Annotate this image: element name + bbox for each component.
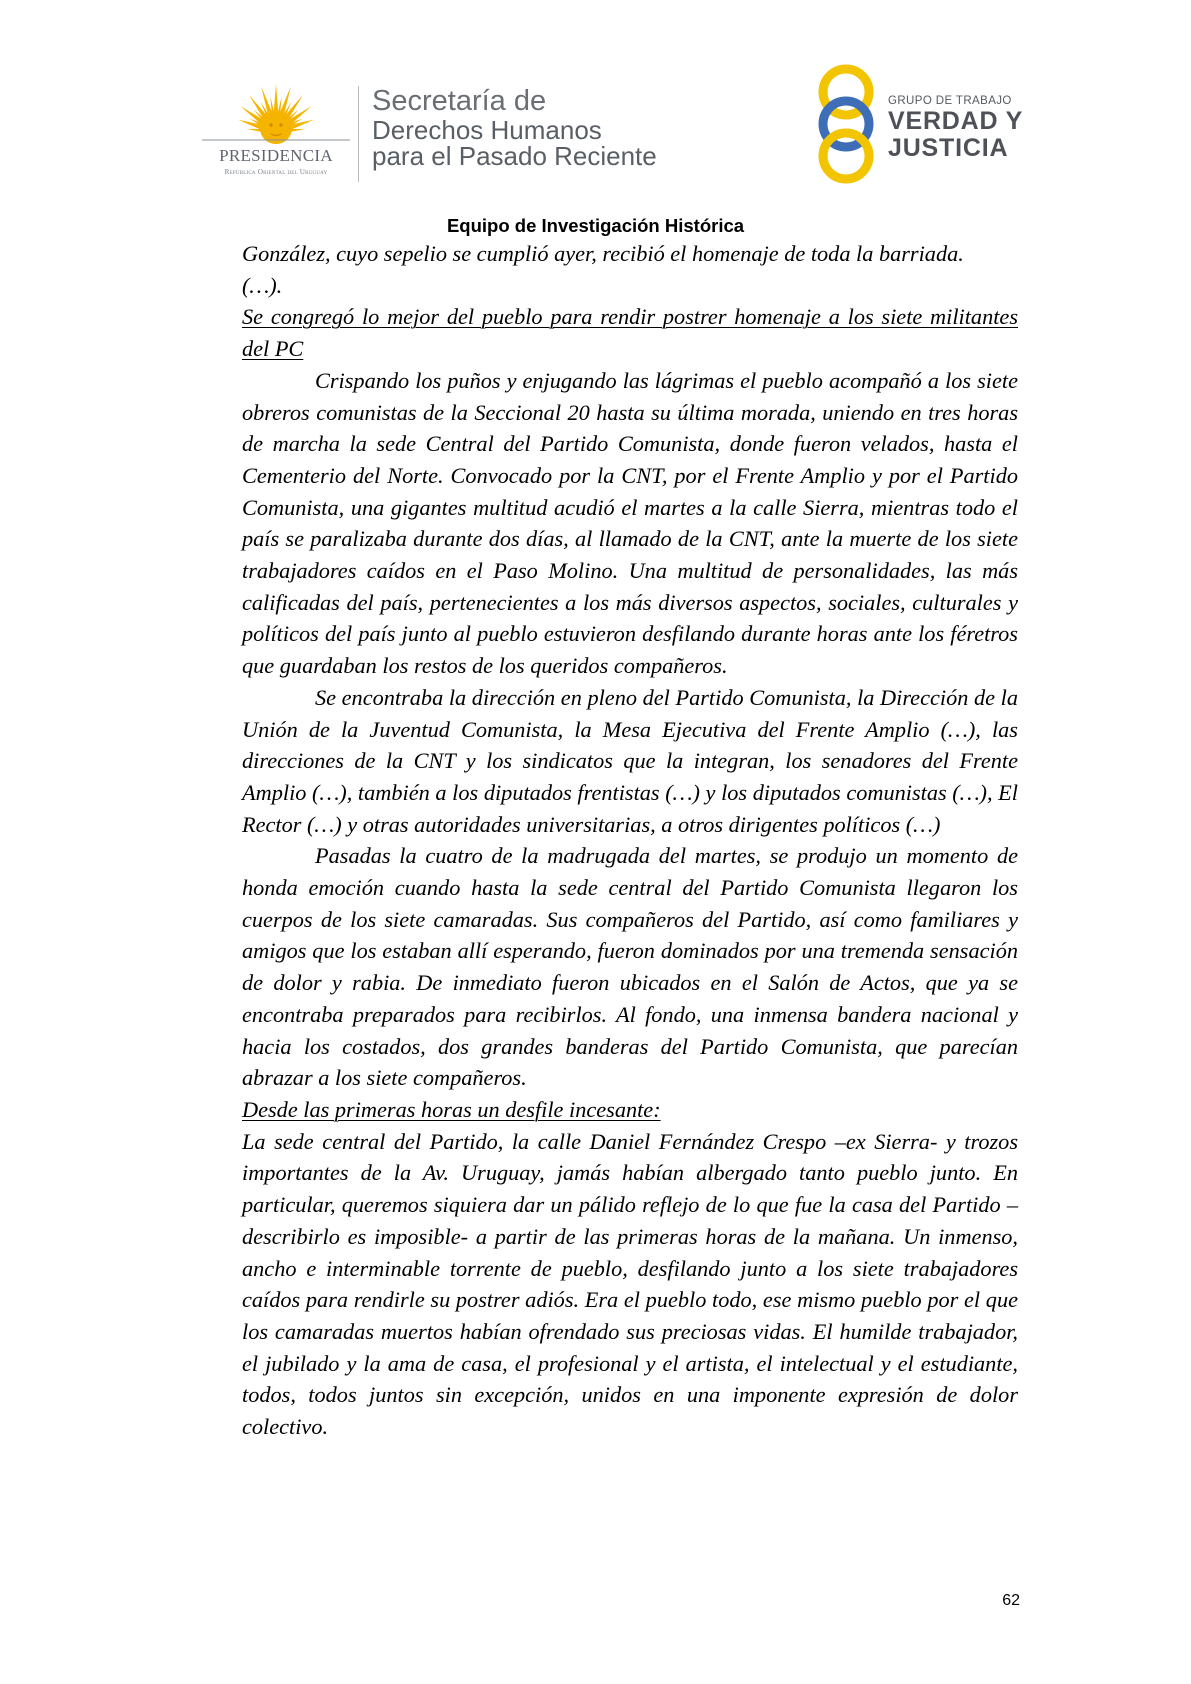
- grupo-trabajo-line-3: JUSTICIA: [888, 134, 1009, 162]
- page-number: 62: [1002, 1592, 1020, 1609]
- paragraph-6: La sede central del Partido, la calle Daniel Fernández Crespo –ex Sierra- y trozos importantes de la Av. Uruguay, jamás habían albergado tanto pueblo junto. En particular, queremos siquiera dar un pálido reflejo de lo que fue la casa del Partido –describirlo es imposible- a partir de las primeras horas de la mañana. Un inmenso, ancho e interminable torrente de pueblo, desfilando junto a los siete trabajadores caídos para rendirle su postrer adiós. Era el pueblo todo, ese mismo pueblo por el que los camaradas muertos habían ofrendado sus preciosas vidas. El humilde trabajador, el jubilado y la ama de casa, el profesional y el artista, el intelectual y el estudiante, todos, todos juntos sin excepción, unidos en una imponente expresión de dolor colectivo.: [242, 1128, 1018, 1440]
- subheading-1: Se congregó lo mejor del pueblo para rendir postrer homenaje a los siete militantes del PC: [242, 304, 1018, 362]
- header-divider: [358, 86, 359, 182]
- paragraph-4: Se encontraba la dirección en pleno del Partido Comunista, la Dirección de la Unión de la Juventud Comunista, la Mesa Ejecutiva del Frente Amplio (…), las direcciones de la CNT y los sindicatos que la integran, los senadores del Frente Amplio (…), también a los diputados frentistas (…) y los diputados comunistas (…), El Rector (…) y otras autoridades universitarias, a otros dirigentes políticos (…): [242, 684, 1018, 837]
- subheading-2: Desde las primeras horas un desfile incesante:: [242, 1096, 661, 1122]
- grupo-trabajo-text: [888, 94, 1023, 162]
- document-body: [242, 238, 1018, 1443]
- secretaria-line-2: Derechos Humanos: [372, 115, 602, 145]
- secretaria-line-3: para el Pasado Reciente: [372, 141, 657, 171]
- secretaria-line-1: Secretaría de: [372, 85, 547, 117]
- grupo-trabajo-line-1: GRUPO DE TRABAJO: [888, 95, 1012, 107]
- sun-emblem-icon: [196, 80, 356, 146]
- paragraph-3: Crispando los puños y enjugando las lágrimas el pueblo acompañó a los siete obreros comunistas de la Seccional 20 hasta su última morada, uniendo en tres horas de marcha la sede Central del Partido Comunista, donde fueron velados, hasta el Cementerio del Norte. Convocado por la CNT, por el Frente Amplio y por el Partido Comunista, una gigantes multitud acudió el martes a la calle Sierra, mientras todo el país se paralizaba durante dos días, al llamado de la CNT, ante la muerte de los siete trabajadores caídos en el Paso Molino. Una multitud de personalidades, las más calificadas del país, pertenecientes a los más diversos aspectos, sociales, culturales y políticos del país junto al pueblo estuvieron desfilando durante horas ante los féretros que guardaban los restos de los queridos compañeros.: [242, 367, 1018, 679]
- page-header: [0, 0, 1191, 236]
- team-title: Equipo de Investigación Histórica: [446, 215, 745, 236]
- secretaria-logo-text: [372, 86, 657, 170]
- presidencia-logo: [196, 80, 356, 178]
- presidencia-subtitle: República Oriental del Uruguay: [224, 168, 328, 176]
- paragraph-1: González, cuyo sepelio se cumplió ayer, recibió el homenaje de toda la barriada.: [242, 241, 964, 266]
- presidencia-name: PRESIDENCIA: [219, 146, 333, 165]
- grupo-trabajo-line-2: VERDAD Y: [888, 107, 1024, 135]
- verdad-justicia-rings-icon: [808, 62, 890, 186]
- paragraph-5: Pasadas la cuatro de la madrugada del martes, se produjo un momento de honda emoción cuando hasta la sede central del Partido Comunista llegaron los cuerpos de los siete camaradas. Sus compañeros del Partido, así como familiares y amigos que los estaban allí esperando, fueron dominados por una tremenda sensación de dolor y rabia. De inmediato fueron ubicados en el Salón de Actos, que ya se encontraba preparados para recibirlos. Al fondo, una inmensa bandera nacional y hacia los costados, dos grandes banderas del Partido Comunista, que parecían abrazar a los siete compañeros.: [242, 843, 1018, 1091]
- paragraph-2: (…).: [242, 272, 283, 298]
